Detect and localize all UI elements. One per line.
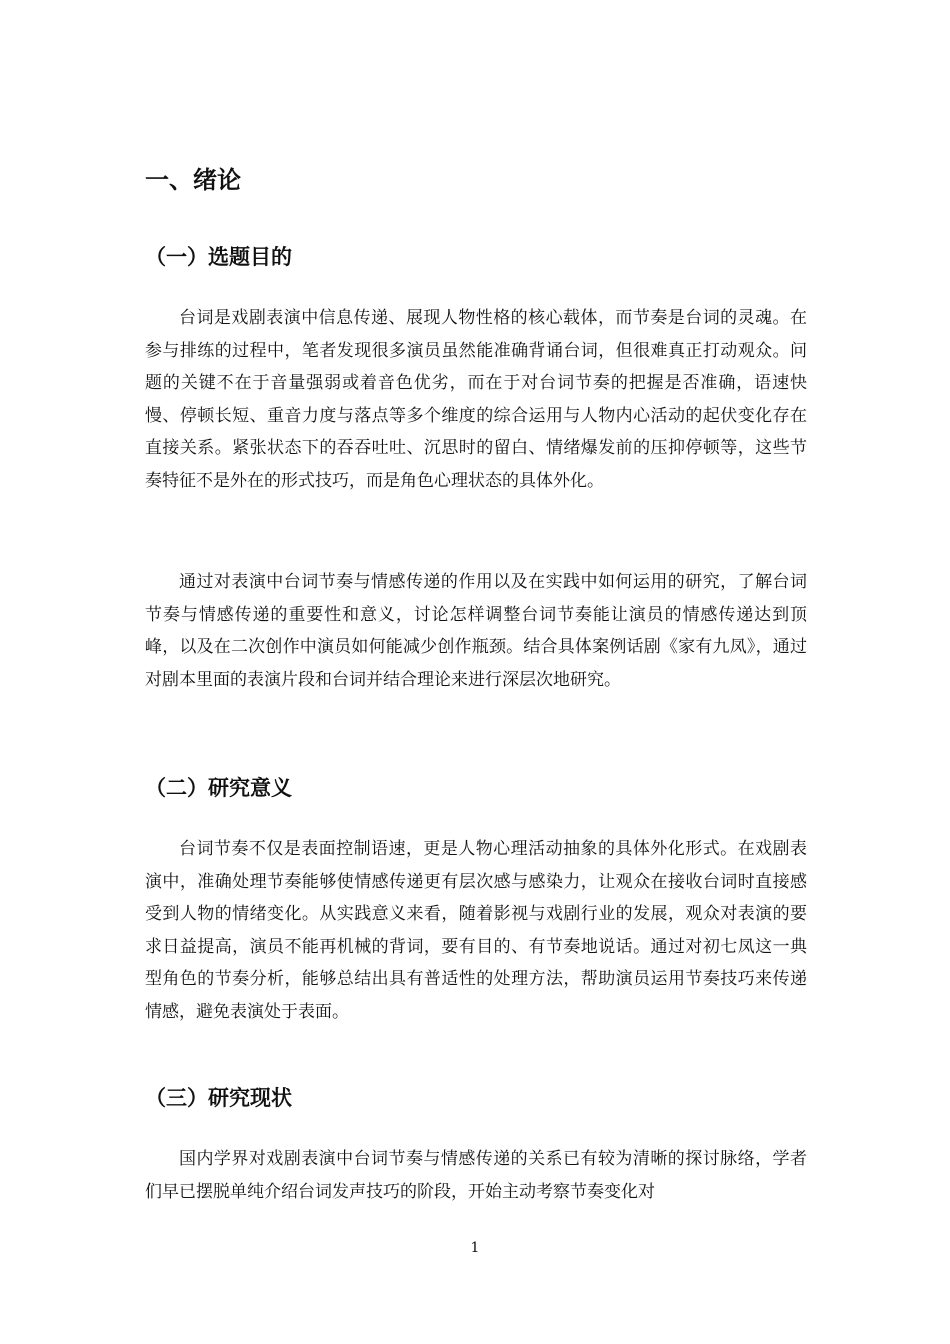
section-title-significance: （二）研究意义	[145, 776, 292, 800]
paragraph: 通过对表演中台词节奏与情感传递的作用以及在实践中如何运用的研究，了解台词节奏与情感传递的重要性和意义，讨论怎样调整台词节奏能让演员的情感传递达到顶峰，以及在二次创作中演员如何能减少创作瓶颈。结合具体案例话剧《家有九凤》，通过对剧本里面的表演片段和台词并结合理论来进行深层次地研究。	[145, 572, 807, 690]
section-title-status: （三）研究现状	[145, 1086, 292, 1110]
paragraph: 国内学界对戏剧表演中台词节奏与情感传递的关系已有较为清晰的探讨脉络，学者们早已摆脱单纯介绍台词发声技巧的阶段，开始主动考察节奏变化对	[145, 1149, 807, 1202]
page-number: 1	[470, 1240, 480, 1256]
chapter-heading: 一、绪论	[145, 166, 241, 194]
section-title-purpose: （一）选题目的	[145, 245, 292, 269]
paragraph: 台词节奏不仅是表面控制语速，更是人物心理活动抽象的具体外化形式。在戏剧表演中，准确处理节奏能够使情感传递更有层次感与感染力，让观众在接收台词时直接感受到人物的情绪变化。从实践意义来看，随着影视与戏剧行业的发展，观众对表演的要求日益提高，演员不能再机械的背词，要有目的、有节奏地说话。通过对初七凤这一典型角色的节奏分析，能够总结出具有普适性的处理方法，帮助演员运用节奏技巧来传递情感，避免表演处于表面。	[145, 839, 807, 1022]
paragraph: 台词是戏剧表演中信息传递、展现人物性格的核心载体，而节奏是台词的灵魂。在参与排练的过程中，笔者发现很多演员虽然能准确背诵台词，但很难真正打动观众。问题的关键不在于音量强弱或着音色优劣，而在于对台词节奏的把握是否准确，语速快慢、停顿长短、重音力度与落点等多个维度的综合运用与人物内心活动的起伏变化存在直接关系。紧张状态下的吞吞吐吐、沉思时的留白、情绪爆发前的压抑停顿等，这些节奏特征不是外在的形式技巧，而是角色心理状态的具体外化。	[145, 308, 807, 491]
